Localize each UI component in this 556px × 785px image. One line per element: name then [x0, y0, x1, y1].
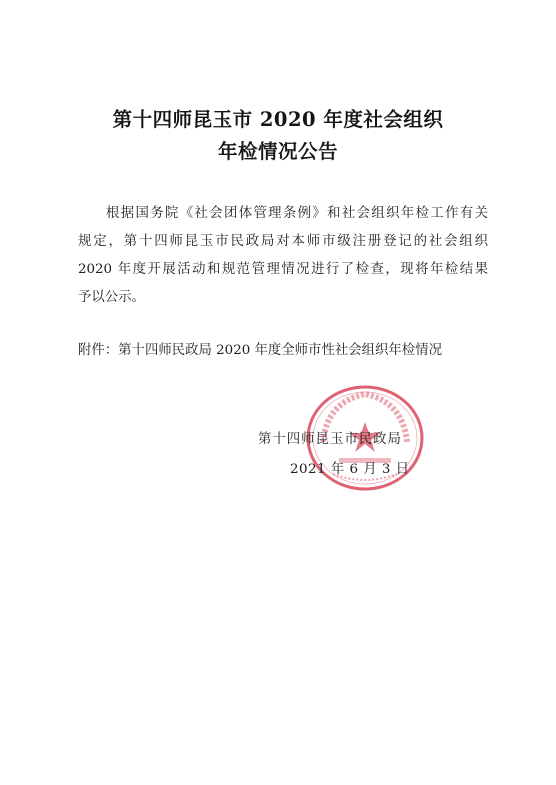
- body-line-3: 2020 年度开展活动和规范管理情况进行了检查，现将年检结果: [78, 262, 488, 277]
- document-title-line-2: 年检情况公告: [217, 140, 338, 163]
- signature-organization: 第十四师昆玉市民政局: [258, 432, 402, 447]
- body-paragraph: [78, 200, 488, 312]
- signature-date: 2021 年 6 月 3 日: [290, 462, 410, 477]
- body-line-1: 根据国务院《社会团体管理条例》和社会组织年检工作有关: [106, 206, 488, 221]
- body-line-4: 予以公示。: [78, 290, 145, 305]
- document-title-line-1: 第十四师昆玉市 2020 年度社会组织: [112, 108, 444, 131]
- attachment-line: 附件：第十四师民政局 2020 年度全师市性社会组织年检情况: [78, 343, 442, 358]
- body-line-2: 规定，第十四师昆玉市民政局对本师市级注册登记的社会组织: [78, 234, 488, 249]
